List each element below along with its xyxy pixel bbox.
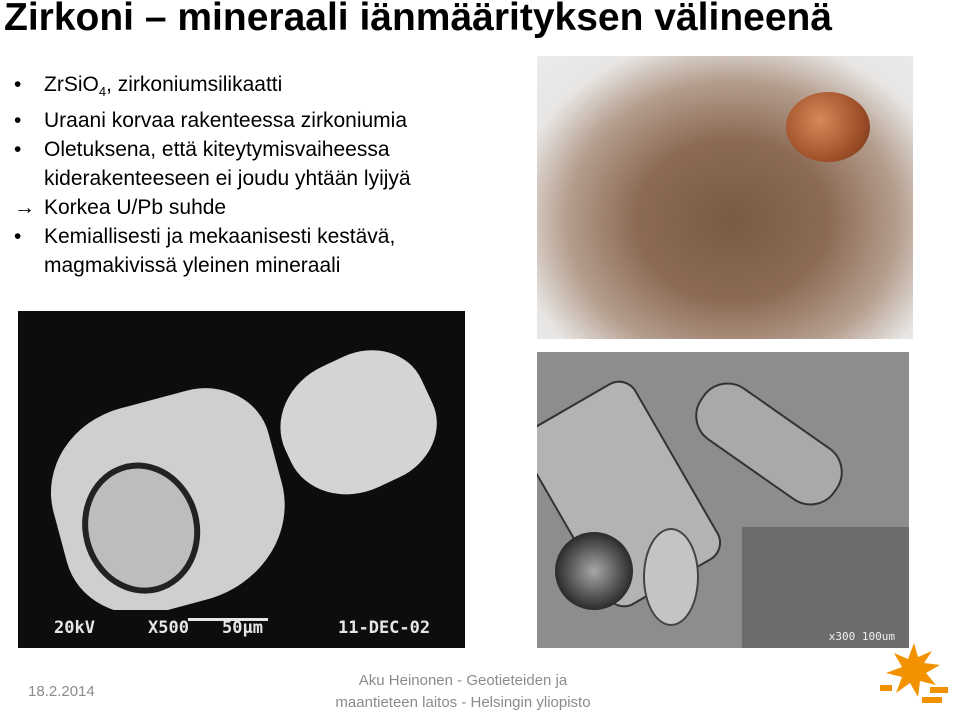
bullet-marker: • (14, 225, 22, 249)
bullet-list (14, 70, 411, 280)
sem-date: 11-DEC-02 (338, 618, 431, 638)
sem-magnification: X500 (148, 618, 189, 638)
crystal (555, 532, 633, 610)
crystal (643, 528, 699, 626)
bullet-continuation: magmakivissä yleinen mineraali (44, 254, 341, 278)
sem-zircon-image (18, 311, 465, 648)
bullet-marker: • (14, 138, 22, 162)
footer-credit: Aku Heinonen - Geotieteiden ja maantieteen laitos - Helsingin yliopisto (335, 672, 591, 711)
zircon-grain (32, 373, 306, 632)
footer-date: 18.2.2014 (28, 683, 95, 700)
sem-scale-label: 50μm (222, 618, 263, 638)
grain-core (68, 449, 215, 607)
coin (786, 92, 870, 162)
sem-inset (742, 527, 909, 648)
bullet-marker: • (14, 73, 22, 96)
sem-info-bar (18, 610, 465, 648)
inset-caption: x300 100um (828, 630, 895, 643)
bullet-continuation: kiderakenteeseen ei joudu yhtään lyijyä (44, 167, 411, 191)
bullet-item: • ZrSiO$_4$, zirkoniumsilikaatti (14, 70, 411, 106)
bullet-marker: • (14, 109, 22, 133)
bullet-item: • Kemiallisesti ja mekaanisesti kestävä, (14, 222, 411, 251)
arrow-item: → Korkea U/Pb suhde (14, 193, 411, 222)
crystal (683, 371, 854, 517)
zircon-crystals-photo (537, 352, 909, 648)
arrow-right-icon: → (14, 196, 35, 220)
zircon-sand-photo (537, 56, 913, 339)
bullet-item: • Uraani korvaa rakenteessa zirkoniumia (14, 106, 411, 135)
sem-voltage: 20kV (54, 618, 95, 638)
bullet-item: • Oletuksena, että kiteytymisvaiheessa (14, 135, 411, 164)
zircon-grain (260, 331, 455, 516)
university-logo-icon (874, 641, 954, 707)
slide-title: Zirkoni – mineraali iänmäärityksen välineenä (4, 0, 833, 39)
